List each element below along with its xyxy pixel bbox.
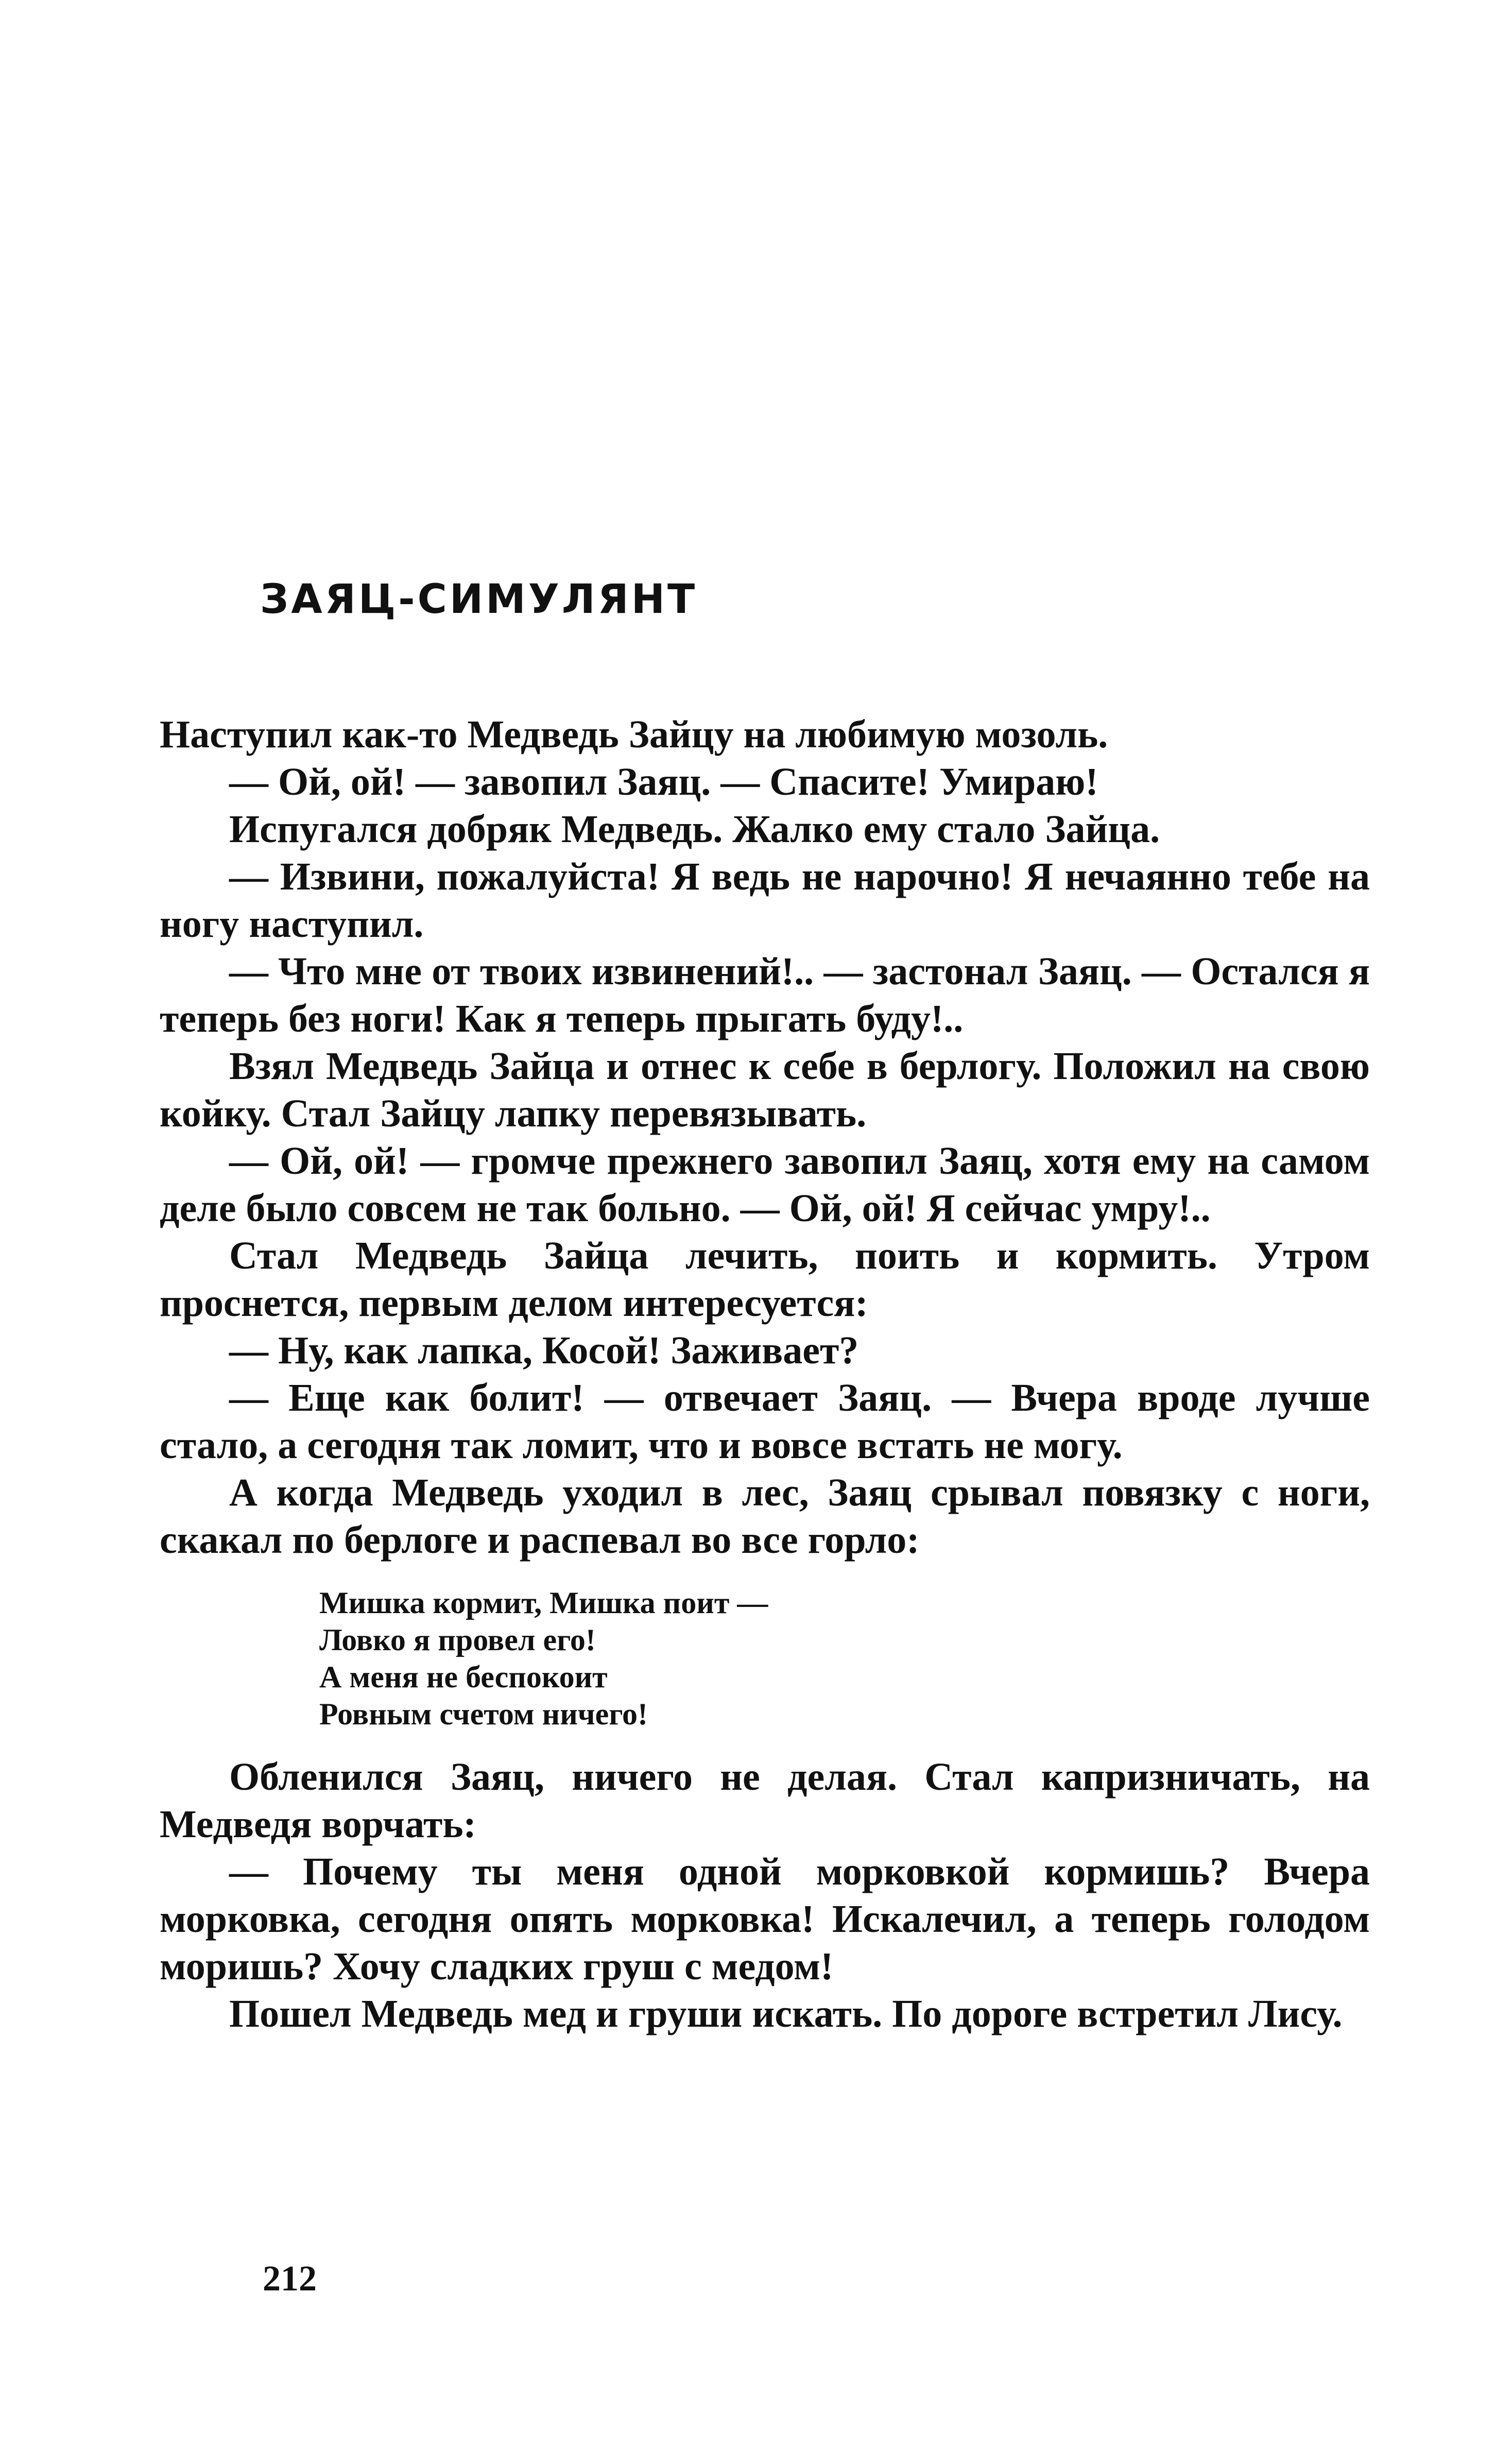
poem-line: Мишка кормит, Мишка поит —	[319, 1586, 768, 1620]
paragraph: — Что мне от твоих извинений!.. — застонал Заяц. — Остался я теперь без ноги! Как я теперь прыгать буду!..	[160, 950, 1370, 1040]
paragraph: А когда Медведь уходил в лес, Заяц срывал повязку с ноги, скакал по берлоге и распевал во все горло:	[160, 1471, 1370, 1562]
paragraph: — Почему ты меня одной морковкой кормишь? Вчера морковка, сегодня опять морковка! Искалечил, а теперь голодом моришь? Хочу сладких груш с медом!	[160, 1850, 1370, 1988]
paragraph: Наступил как-то Медведь Зайцу на любимую мозоль.	[160, 713, 1108, 756]
story-title: ЗАЯЦ-СИМУЛЯНТ	[260, 576, 698, 623]
poem-line: А меня не беспокоит	[319, 1660, 608, 1694]
paragraph: — Ой, ой! — громче прежнего завопил Заяц, хотя ему на самом деле было совсем не так больно. — Ой, ой! Я сейчас умру!..	[160, 1139, 1370, 1230]
poem	[319, 1584, 1370, 1733]
paragraph: — Ой, ой! — завопил Заяц. — Спасите! Умираю!	[229, 760, 1098, 803]
poem-line: Ровным счетом ничего!	[319, 1697, 648, 1731]
paragraph: Пошел Медведь мед и груши искать. По дороге встретил Лису.	[229, 1992, 1343, 2035]
story-body	[160, 711, 1370, 2038]
paragraph: Обленился Заяц, ничего не делая. Стал капризничать, на Медведя ворчать:	[160, 1755, 1370, 1846]
paragraph: Испугался добряк Медведь. Жалко ему стало Зайца.	[229, 808, 1160, 851]
paragraph: — Ну, как лапка, Косой! Заживает?	[229, 1329, 859, 1372]
paragraph: Стал Медведь Зайца лечить, поить и кормить. Утром проснется, первым делом интересуется:	[160, 1234, 1370, 1325]
paragraph: Взял Медведь Зайца и отнес к себе в берлогу. Положил на свою койку. Стал Зайцу лапку перевязывать.	[160, 1045, 1370, 1135]
poem-line: Ловко я провел его!	[319, 1623, 596, 1657]
paragraph: — Еще как болит! — отвечает Заяц. — Вчера вроде лучше стало, а сегодня так ломит, что и вовсе встать не могу.	[160, 1376, 1370, 1467]
paragraph: — Извини, пожалуйста! Я ведь не нарочно! Я нечаянно тебе на ногу наступил.	[160, 855, 1370, 946]
page-number: 212	[263, 2259, 317, 2299]
